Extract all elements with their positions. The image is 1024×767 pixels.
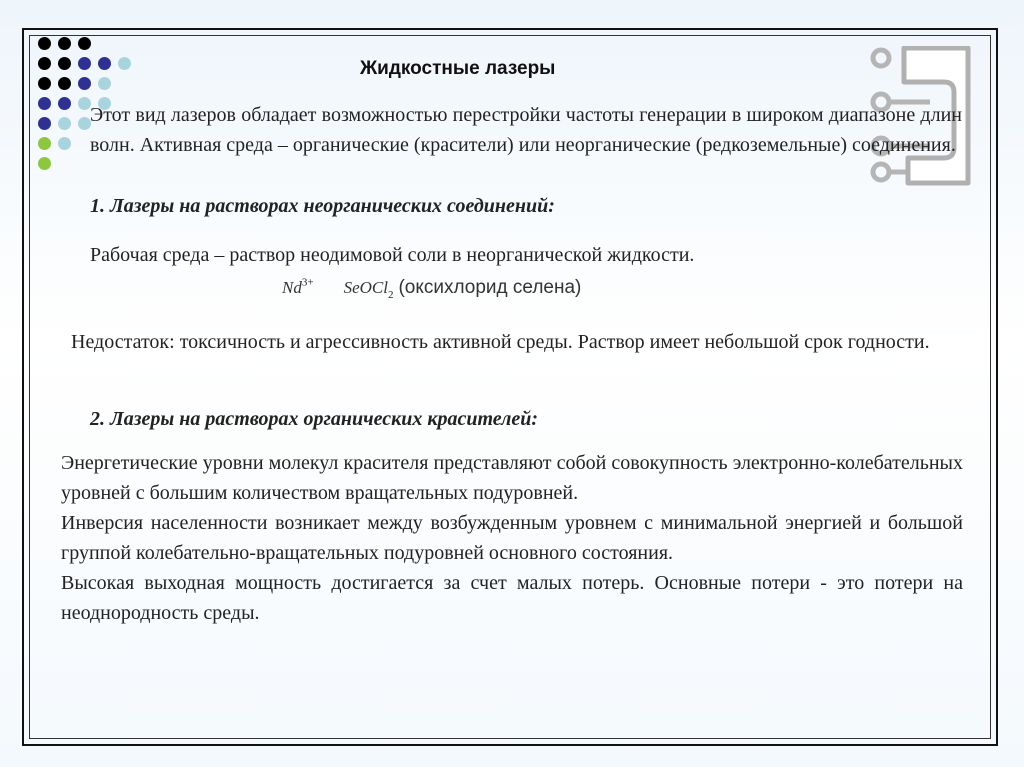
compound-subscript: 2 [387, 289, 394, 301]
section2-heading: 2. Лазеры на растворах органических красителей: [90, 408, 539, 430]
section2-body [61, 448, 963, 628]
decor-dot [98, 77, 111, 90]
decor-dot [58, 37, 71, 50]
decor-dot [38, 57, 51, 70]
decor-dot [38, 37, 51, 50]
compound-formula: SeOCl [343, 278, 388, 297]
section1-text: Рабочая среда – раствор неодимовой соли в неорганической жидкости. [90, 244, 695, 266]
decor-dot [118, 57, 131, 70]
slide-title: Жидкостные лазеры [360, 58, 556, 79]
decor-dot [38, 97, 51, 110]
ion-symbol: Nd [282, 278, 302, 297]
decor-dot [98, 57, 111, 70]
decor-dot [58, 137, 71, 150]
chemical-formula [282, 276, 581, 301]
decor-dot [78, 57, 91, 70]
decor-dot [58, 77, 71, 90]
decor-dot [38, 137, 51, 150]
decor-dot [58, 117, 71, 130]
decor-dot [58, 97, 71, 110]
decor-dot [58, 57, 71, 70]
compound-name: (оксихлорид селена) [398, 277, 582, 298]
decor-dot [38, 77, 51, 90]
drawback-paragraph: Недостаток: токсичность и агрессивность активной среды. Раствор имеет небольшой срок годности. [71, 331, 930, 353]
intro-paragraph: Этот вид лазеров обладает возможностью перестройки частоты генерации в широком диапазоне длин волн. Активная среда – органические (красители) или неорганические (редкоземельные) соединения. [90, 104, 962, 156]
section2-paragraph-1: Энергетические уровни молекул красителя представляют собой совокупность электронно-колебательных уровней с большим количеством вращательных подуровней. [61, 452, 963, 504]
section1-heading: 1. Лазеры на растворах неорганических соединений: [90, 195, 555, 217]
decor-dot [38, 157, 51, 170]
section2-paragraph-2: Инверсия населенности возникает между возбужденным уровнем с минимальной энергией и большой группой колебательно-вращательных подуровней основного состояния. [61, 512, 963, 564]
decor-dot [38, 117, 51, 130]
ion-charge: 3+ [301, 276, 314, 289]
section2-paragraph-3: Высокая выходная мощность достигается за счет малых потерь. Основные потери - это потери на неоднородность среды. [61, 572, 963, 624]
decor-dot [78, 37, 91, 50]
decor-dot [78, 77, 91, 90]
